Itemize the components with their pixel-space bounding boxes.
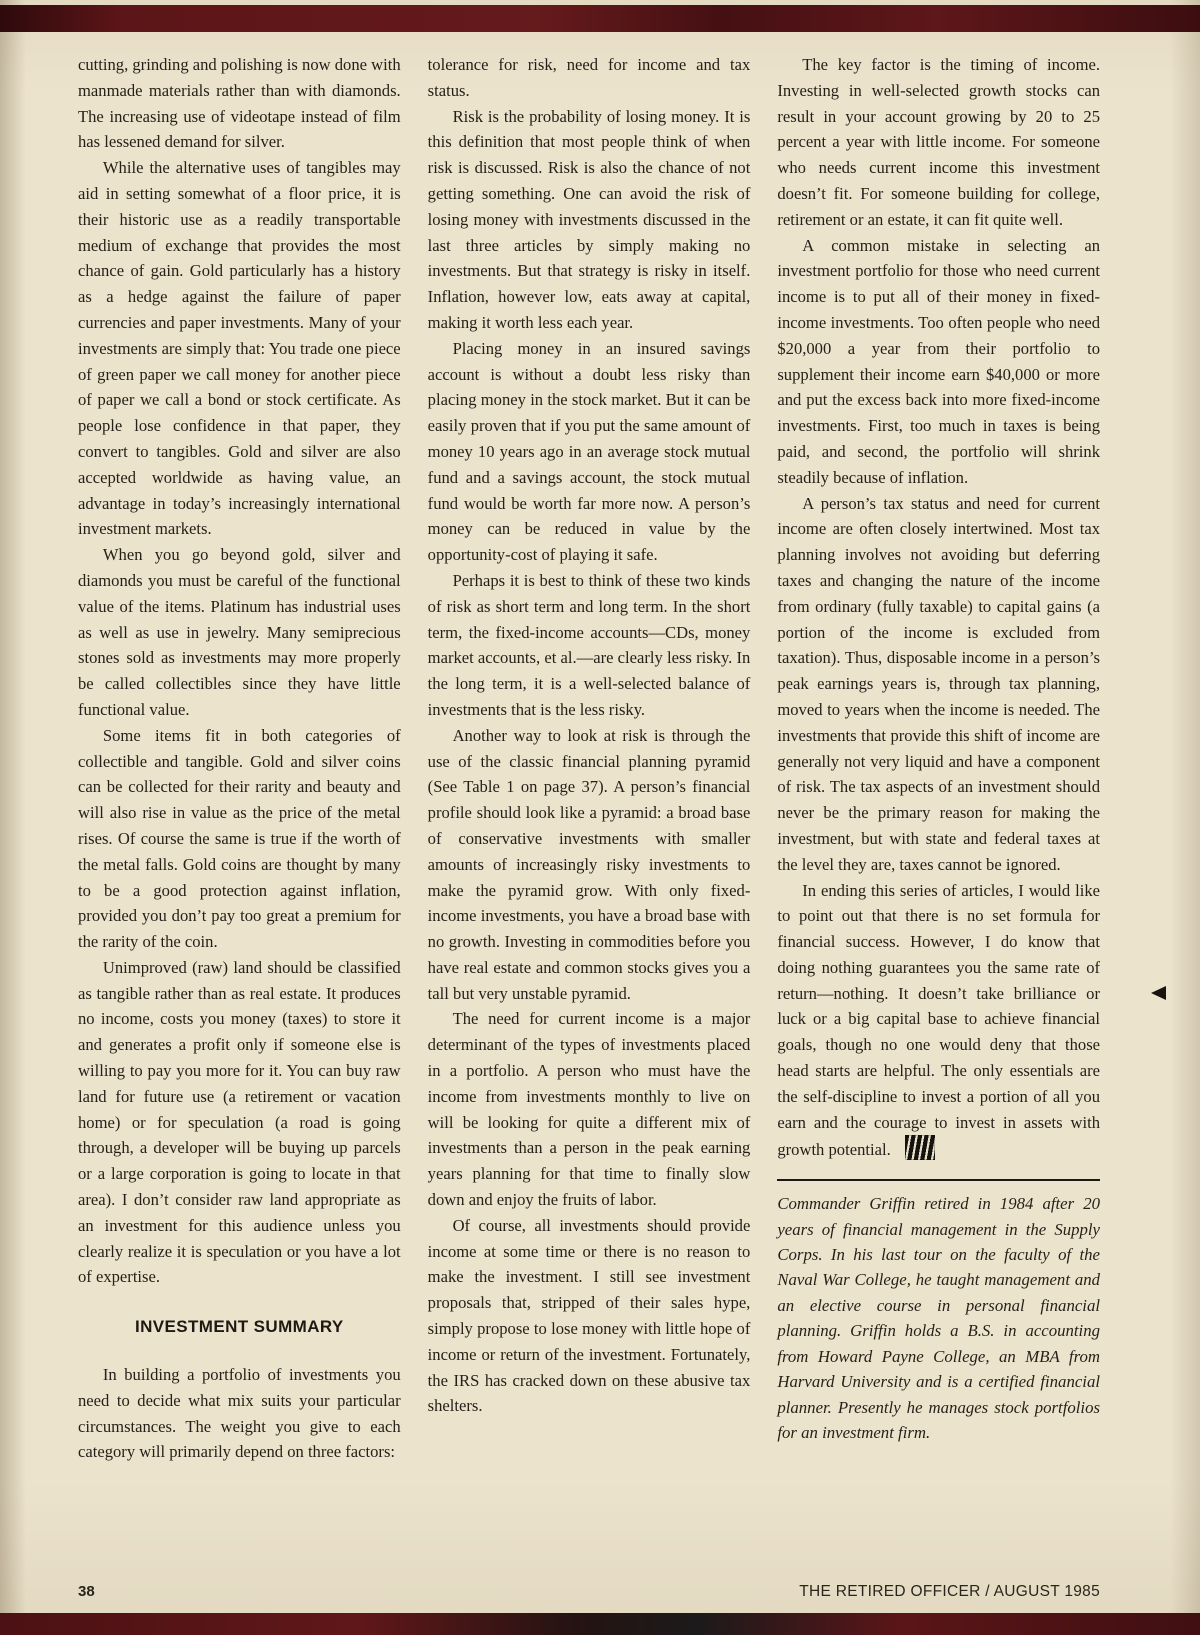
section-heading: INVESTMENT SUMMARY — [134, 1317, 344, 1337]
page-footer — [78, 1583, 1100, 1601]
paragraph: tolerance for risk, need for income and tax status. — [427, 55, 751, 100]
paragraph: Unimproved (raw) land should be classified as tangible rather than as real estate. It produces no income, costs you money (taxes) to store it and generates a profit only if someone else is willing to pay you more for it. You can buy raw land for future use (a retirement or vacation home) or for speculation (a road is going through, a developer will be buying up parcels or a large corporation is going to locate in that area). I don’t consider raw land appropriate as an investment for this audience unless you clearly realize it is speculation or you have a lot of expertise. — [78, 957, 401, 1287]
paragraph: A person’s tax status and need for current income are often closely intertwined. Most tax planning involves not avoiding but deferring taxes and changing the nature of the income from ordinary (fully taxable) to capital gains (a portion of the income is excluded from taxation). Thus, disposable income in a person’s peak earnings years is, through tax planning, moved to years when the income is needed. The investments that provide this shift of income are generally not very liquid and have a component of risk. The tax aspects of an investment should never be the primary reason for making the investment, but with state and federal taxes at the level they are, taxes cannot be ignored. — [777, 493, 1101, 874]
margin-arrow-icon — [1151, 986, 1166, 1000]
column-2 — [428, 52, 751, 1465]
page-top-edge-band — [0, 5, 1200, 32]
paragraph: Another way to look at risk is through the use of the classic financial planning pyramid (See Table 1 on page 37). A person’s financial profile should look like a pyramid: a broad base of conservative investments with smaller amounts of increasingly risky investments to make the pyramid grow. With only fixed-income investments, you have a broad base with no growth. Investing in commodities before you have real estate and common stocks gives you a tall but very unstable pyramid. — [427, 725, 751, 1003]
paragraph: Risk is the probability of losing money. It is this definition that most people think of when risk is discussed. Risk is also the chance of not getting something. One can avoid the risk of losing money with investments discussed in the last three articles by simply making no investments. But that strategy is risky in itself. Inflation, however low, eats away at capital, making it worth less each year. — [427, 106, 751, 332]
paragraph: cutting, grinding and polishing is now done with manmade materials rather than with diamonds. The increasing use of videotape instead of film has lessened demand for silver. — [78, 55, 401, 152]
paragraph: A common mistake in selecting an investment portfolio for those who need current income is to put all of their money in fixed-income investments. Too often people who need $20,000 a year from their portfolio to supplement their income earn $40,000 or more and put the excess back into more fixed-income investments. First, too much in taxes is being paid, and second, the portfolio will shrink steadily because of inflation. — [777, 235, 1101, 487]
column-1 — [78, 52, 401, 1465]
author-bio-text: Commander Griffin retired in 1984 after 20 years of financial management in the Supply Corps. In his last tour on the faculty of the Naval War College, he taught management and an elective course in personal financial planning. Griffin holds a B.S. in accounting from Howard Payne College, an MBA from Harvard University and is a certified financial planner. Presently he manages stock portfolios for an investment firm. — [777, 1194, 1101, 1442]
paragraph: When you go beyond gold, silver and diamonds you must be careful of the functional value of the items. Platinum has industrial uses as well as use in jewelry. Many semiprecious stones sold as investments may more properly be called collectibles since they have little functional value. — [78, 545, 401, 719]
paragraph: The key factor is the timing of income. Investing in well-selected growth stocks can result in your account growing by 20 to 25 percent a year with little income. For someone who needs current income this investment doesn’t fit. For someone building for college, retirement or an estate, it can fit quite well. — [777, 55, 1101, 229]
paragraph: Of course, all investments should provide income at some time or there is no reason to make the investment. I still see investment proposals that, stripped of their sales hype, simply propose to lose money with little hope of income or return of the investment. Fortunately, the IRS has cracked down on these abusive tax shelters. — [427, 1215, 751, 1416]
end-of-article-icon — [905, 1135, 935, 1160]
page-number: 38 — [78, 1583, 95, 1600]
paragraph: The need for current income is a major determinant of the types of investments placed in a portfolio. A person who must have the income from investments monthly to live on will be looking for quite a different mix of investments than a person in the peak earning years planning for that time to finally slow down and enjoy the fruits of labor. — [427, 1009, 751, 1210]
paragraph: Placing money in an insured savings account is without a doubt less risky than placing money in the stock market. But it can be easily proven that if you put the same amount of money 10 years ago in an average stock mutual fund and a savings account, the stock mutual fund would be worth far more now. A person’s money can be reduced in value by the opportunity-cost of playing it safe. — [427, 338, 751, 565]
column-3 — [777, 52, 1100, 1465]
magazine-title-date: THE RETIRED OFFICER / AUGUST 1985 — [799, 1583, 1100, 1600]
article-body — [78, 52, 1100, 1465]
page-bottom-edge-band — [0, 1613, 1200, 1635]
paragraph-text: In ending this series of articles, I would like to point out that there is no set formula for financial success. However, I do know that doing nothing guarantees you the same rate of return—nothing. It doesn’t take brilliance or luck or a big capital base to achieve financial goals, though no one would deny that those head starts are helpful. The only essentials are the self-discipline to invest a portion of all you earn and the courage to invest in assets with growth potential. — [777, 880, 1101, 1160]
paragraph: While the alternative uses of tangibles may aid in setting somewhat of a floor price, it is their historic use as a readily transportable medium of exchange that provides the most chance of gain. Gold particularly has a history as a hedge against the failure of paper currencies and paper investments. Many of your investments are simply that: You trade one piece of green paper we call money for another piece of paper we call a bond or stock certificate. As people lose confidence in that paper, they convert to tangibles. Gold and silver are also accepted worldwide as having value, an advantage in today’s increasingly international investment markets. — [78, 158, 401, 539]
paragraph: Some items fit in both categories of collectible and tangible. Gold and silver coins can be collected for their rarity and beauty and will also rise in value as the price of the metal rises. Of course the same is true if the worth of the metal falls. Gold coins are thought by many to be a good protection against inflation, provided you don’t pay too great a premium for the rarity of the coin. — [78, 725, 401, 952]
bio-divider — [777, 1179, 1100, 1181]
author-bio — [777, 1179, 1100, 1445]
paragraph: Perhaps it is best to think of these two kinds of risk as short term and long term. In the short term, the fixed-income accounts—CDs, money market accounts, et al.—are clearly less risky. In the long term, it is a well-selected balance of investments that is the less risky. — [427, 570, 751, 719]
paragraph — [777, 878, 1100, 1164]
paragraph: In building a portfolio of investments you need to decide what mix suits your particular circumstances. The weight you give to each category will primarily depend on three factors: — [78, 1365, 401, 1462]
